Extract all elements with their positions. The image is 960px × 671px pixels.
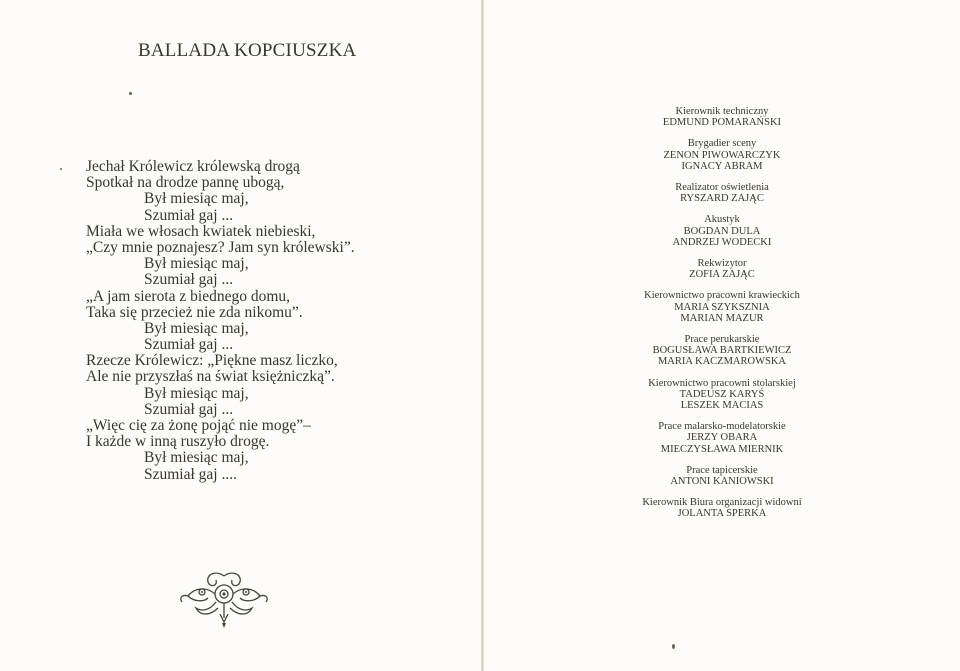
credit-name: BOGUSŁAWA BARTKIEWICZ bbox=[652, 345, 792, 357]
paper-speck bbox=[129, 92, 132, 95]
credit-name: IGNACY ABRAM bbox=[681, 160, 763, 172]
credit-name: JOLANTA SPERKA bbox=[677, 508, 767, 520]
floral-ornament-icon bbox=[176, 568, 272, 630]
credit-role: Realizator oświetlenia bbox=[675, 182, 769, 194]
credit-role: Prace malarsko-modelatorskie bbox=[658, 421, 786, 433]
poem-line: „Czy mnie poznajesz? Jam syn królewski”. bbox=[86, 238, 355, 256]
credit-group bbox=[484, 214, 960, 248]
poem-refrain-line: Szumiał gaj .... bbox=[144, 465, 237, 483]
poem-line: Spotkał na drodze pannę ubogą, bbox=[86, 174, 285, 192]
credit-role: Brygadier sceny bbox=[687, 138, 757, 150]
credit-role: Kierownik techniczny bbox=[675, 106, 769, 117]
poem-line: „Więc cię za żonę pojąć nie mogę”– bbox=[86, 417, 311, 434]
credit-name: JERZY OBARA bbox=[686, 432, 758, 444]
poem-refrain-line: Szumiał gaj ... bbox=[144, 271, 234, 289]
credit-group bbox=[484, 106, 960, 128]
poem-line: I każde w inną ruszyło drogę. bbox=[86, 433, 270, 451]
poem-refrain-line: Szumiał gaj ... bbox=[144, 336, 234, 354]
paper-speck bbox=[60, 168, 62, 170]
poem-refrain-line: Był miesiąc maj, bbox=[144, 449, 249, 467]
credit-name: RYSZARD ZAJĄC bbox=[680, 193, 764, 205]
poem-refrain-line: Szumiał gaj ... bbox=[144, 206, 234, 224]
credit-name: BOGDAN DULA bbox=[683, 225, 761, 237]
poem-refrain-line: Był miesiąc maj, bbox=[144, 255, 249, 273]
credit-name: MARIAN MAZUR bbox=[680, 312, 764, 324]
paper-speck bbox=[672, 644, 675, 649]
credit-group bbox=[484, 334, 960, 368]
poem-text bbox=[86, 159, 355, 483]
credit-group bbox=[484, 378, 960, 412]
credit-role: Akustyk bbox=[704, 214, 740, 226]
poem-line: „A jam sierota z biednego domu, bbox=[86, 287, 291, 305]
credit-name: TADEUSZ KARYŚ bbox=[679, 388, 765, 400]
credit-role: Prace perukarskie bbox=[684, 334, 760, 346]
poem-line: Rzecze Królewicz: „Piękne masz liczko, bbox=[86, 352, 338, 370]
credit-name: LESZEK MACIAS bbox=[680, 400, 764, 412]
credit-group bbox=[484, 465, 960, 487]
credit-role: Prace tapicerskie bbox=[686, 464, 758, 476]
credit-role: Kierownik Biura organizacji widowni bbox=[642, 497, 802, 509]
credit-group bbox=[484, 421, 960, 455]
credit-name: ANTONI KANIOWSKI bbox=[670, 476, 774, 488]
poem-line: Taka się przecież nie zda nikomu”. bbox=[86, 303, 303, 321]
credit-group bbox=[484, 182, 960, 204]
poem-line: Jechał Królewicz królewską drogą bbox=[86, 158, 300, 175]
credit-name: ZENON PIWOWARCZYK bbox=[663, 149, 781, 161]
poem-line: Ale nie przyszłaś na świat księżniczką”. bbox=[86, 368, 335, 386]
credit-name: MARIA KACZMAROWSKA bbox=[657, 356, 787, 368]
right-page bbox=[484, 0, 960, 671]
poem-refrain-line: Był miesiąc maj, bbox=[144, 319, 249, 337]
poem-title: BALLADA KOPCIUSZKA bbox=[138, 40, 357, 61]
poem-line: Miała we włosach kwiatek niebieski, bbox=[86, 222, 316, 240]
credit-group bbox=[484, 258, 960, 280]
credit-group bbox=[484, 497, 960, 519]
credit-name: MARIA SZYKSZNIA bbox=[674, 301, 770, 313]
credit-role: Rekwizytor bbox=[697, 258, 747, 270]
credit-name: MIECZYSŁAWA MIERNIK bbox=[660, 443, 784, 455]
credit-role: Kierownictwo pracowni krawieckich bbox=[644, 290, 800, 302]
credit-group bbox=[484, 290, 960, 324]
poem-refrain-line: Szumiał gaj ... bbox=[144, 400, 234, 418]
poem-refrain-line: Był miesiąc maj, bbox=[144, 384, 249, 402]
credit-name: EDMUND POMARAŃSKI bbox=[662, 117, 782, 129]
credit-group bbox=[484, 138, 960, 172]
poem-refrain-line: Był miesiąc maj, bbox=[144, 190, 249, 208]
credit-role: Kierownictwo pracowni stolarskiej bbox=[648, 377, 796, 389]
credit-name: ZOFIA ZAJĄC bbox=[689, 269, 755, 281]
credit-name: ANDRZEJ WODECKI bbox=[672, 236, 772, 248]
credits-list bbox=[484, 106, 960, 530]
